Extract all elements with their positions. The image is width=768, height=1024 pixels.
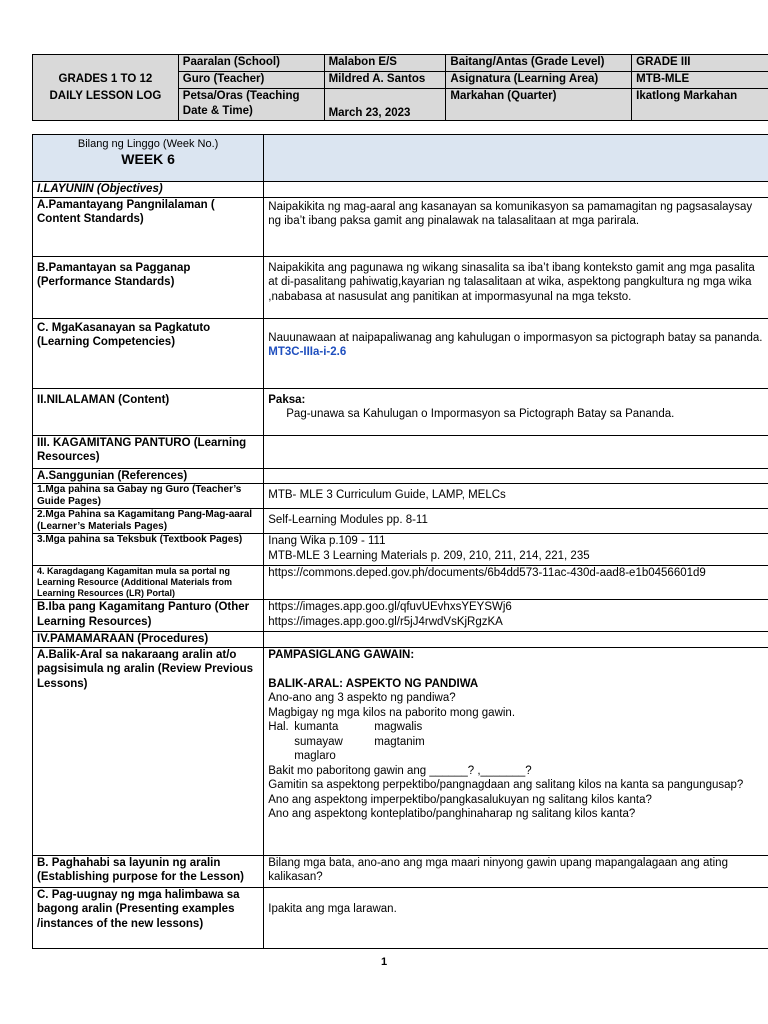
performance-standards-label: B.Pamantayan sa Pagganap (Performance Standards) bbox=[33, 256, 264, 318]
review-q5: Ano ang aspektong imperpektibo/pangkasalukuyan ng salitang kilos kanta? bbox=[268, 793, 652, 806]
teacher-value: Mildred A. Santos bbox=[324, 72, 446, 89]
content-standards-text: Naipakikita ng mag-aaral ang kasanayan sa komunikasyon sa pamamagitan ng pagsasalaysay ng iba’t ibang paksa gamit ang pinalawak na talasalitaan at mga parirala. bbox=[264, 197, 768, 256]
quarter-value: Ikatlong Markahan bbox=[632, 89, 768, 121]
teacher-label: Guro (Teacher) bbox=[178, 72, 324, 89]
review-title-1: PAMPASIGLANG GAWAIN: bbox=[268, 648, 415, 661]
grade-label: Baitang/Antas (Grade Level) bbox=[446, 55, 632, 72]
learner-materials-value: Self-Learning Modules pp. 8-11 bbox=[264, 509, 768, 534]
purpose-text: Bilang mga bata, ano-ano ang mga maari ninyong gawin upang mapangalagaan ang ating kalikasan? bbox=[264, 855, 768, 887]
competencies-cell bbox=[264, 318, 768, 388]
examples-text: Ipakita ang mga larawan. bbox=[264, 887, 768, 948]
date-value: March 23, 2023 bbox=[324, 89, 446, 121]
references-heading: A.Sanggunian (References) bbox=[33, 468, 264, 484]
content-standards-label: A.Pamantayang Pangnilalaman ( Content Standards) bbox=[33, 197, 264, 256]
learner-materials-label: 2.Mga Pahina sa Kagamitang Pang-Mag-aaral (Learner’s Materials Pages) bbox=[33, 509, 264, 534]
review-q1: Ano-ano ang 3 aspekto ng pandiwa? bbox=[268, 692, 456, 704]
textbook-value-1: Inang Wika p.109 - 111 bbox=[268, 535, 386, 547]
date-label: Petsa/Oras (Teaching Date & Time) bbox=[178, 89, 324, 121]
example-3: sumayaw bbox=[294, 735, 343, 748]
grade-value: GRADE III bbox=[632, 55, 768, 72]
objectives-heading: I.LAYUNIN (Objectives) bbox=[33, 182, 264, 198]
other-resources-link-2[interactable]: https://images.app.goo.gl/r5jJ4rwdVsKjRgzKA bbox=[268, 615, 503, 628]
lr-portal-value: https://commons.deped.gov.ph/documents/6b4dd573-11ac-430d-aad8-e1b0456601d9 bbox=[264, 566, 768, 600]
example-2: magwalis bbox=[374, 721, 423, 733]
references-heading-blank bbox=[264, 468, 768, 484]
review-q2: Magbigay ng mga kilos na paborito mong gawin. bbox=[268, 706, 516, 719]
hal-label: Hal. bbox=[268, 721, 289, 733]
paksa-label: Paksa: bbox=[268, 393, 306, 406]
example-4: magtanim bbox=[374, 735, 425, 748]
resources-heading: III. KAGAMITANG PANTURO (Learning Resources) bbox=[33, 435, 264, 468]
performance-standards-text: Naipakikita ang pagunawa ng wikang sinasalita sa iba’t ibang konteksto gamit ang mga pasalita at di-pasalitang pahiwatig,kayarian ng talasalitaan at wika, aspektong pangkultura ng mga wika ,nababasa at nasusulat ang panitikan at impormasyunal na mga teksto. bbox=[264, 256, 768, 318]
lr-portal-label: 4. Karagdagang Kagamitan mula sa portal ng Learning Resource (Additional Materials from Learning Resources (LR) Portal) bbox=[33, 566, 264, 600]
content-label: II.NILALAMAN (Content) bbox=[33, 388, 264, 435]
review-cell bbox=[264, 647, 768, 855]
competencies-label: C. MgaKasanayan sa Pagkatuto (Learning Competencies) bbox=[33, 318, 264, 388]
textbook-cell bbox=[264, 534, 768, 566]
procedures-heading: IV.PAMAMARAAN (Procedures) bbox=[33, 632, 264, 648]
header-title bbox=[33, 55, 179, 121]
competencies-text: Nauunawaan at naipapaliwanag ang kahulugan o impormasyon sa pictograph batay sa pananda. bbox=[268, 331, 763, 344]
teacher-guide-value: MTB- MLE 3 Curriculum Guide, LAMP, MELCs bbox=[264, 484, 768, 509]
purpose-label: B. Paghahabi sa layunin ng aralin (Establishing purpose for the Lesson) bbox=[33, 855, 264, 887]
paksa-text: Pag-unawa sa Kahulugan o Impormasyon sa Pictograph Batay sa Pananda. bbox=[286, 408, 675, 420]
week-cell bbox=[33, 135, 264, 182]
procedures-heading-blank bbox=[264, 632, 768, 648]
school-label: Paaralan (School) bbox=[178, 55, 324, 72]
header-title-line1: GRADES 1 TO 12 bbox=[58, 72, 153, 85]
quarter-label: Markahan (Quarter) bbox=[446, 89, 632, 121]
other-resources-link-1[interactable]: https://images.app.goo.gl/qfuvUEvhxsYEYSWj6 bbox=[268, 601, 512, 613]
page-number: 1 bbox=[380, 956, 388, 968]
objectives-heading-blank bbox=[264, 182, 768, 198]
review-q3: Bakit mo paboritong gawin ang ______? ,_______? bbox=[268, 764, 532, 777]
review-title-2: BALIK-ARAL: ASPEKTO NG PANDIWA bbox=[268, 677, 479, 690]
example-1: kumanta bbox=[294, 721, 339, 733]
review-label: A.Balik-Aral sa nakaraang aralin at/o pagsisimula ng aralin (Review Previous Lessons) bbox=[33, 647, 264, 855]
competency-code: MT3C-IIIa-i-2.6 bbox=[268, 346, 347, 358]
header-title-line2: DAILY LESSON LOG bbox=[49, 89, 162, 102]
area-value: MTB-MLE bbox=[632, 72, 768, 89]
review-q4: Gamitin sa aspektong perpektibo/pangnagdaan ang salitang kilos na kanta sa pangungusap? bbox=[268, 779, 744, 791]
review-q6: Ano ang aspektong konteplatibo/panghinaharap ng salitang kilos kanta? bbox=[268, 808, 636, 820]
school-value: Malabon E/S bbox=[324, 55, 446, 72]
week-value-cell bbox=[264, 135, 768, 182]
area-label: Asignatura (Learning Area) bbox=[446, 72, 632, 89]
example-5: maglaro bbox=[294, 750, 336, 762]
textbook-value-2: MTB-MLE 3 Learning Materials p. 209, 210, 211, 214, 221, 235 bbox=[268, 549, 590, 562]
other-resources-label: B.Iba pang Kagamitang Panturo (Other Learning Resources) bbox=[33, 600, 264, 632]
examples-label: C. Pag-uugnay ng mga halimbawa sa bagong aralin (Presenting examples /instances of the new lessons) bbox=[33, 887, 264, 948]
header-table bbox=[32, 54, 768, 121]
week-label: Bilang ng Linggo (Week No.) bbox=[77, 138, 219, 150]
resources-heading-blank bbox=[264, 435, 768, 468]
week-value: WEEK 6 bbox=[121, 150, 175, 167]
teacher-guide-label: 1.Mga pahina sa Gabay ng Guro (Teacher’s Guide Pages) bbox=[33, 484, 264, 509]
textbook-label: 3.Mga pahina sa Teksbuk (Textbook Pages) bbox=[33, 534, 264, 566]
content-cell bbox=[264, 388, 768, 435]
other-resources-cell bbox=[264, 600, 768, 632]
lesson-table bbox=[32, 134, 768, 949]
